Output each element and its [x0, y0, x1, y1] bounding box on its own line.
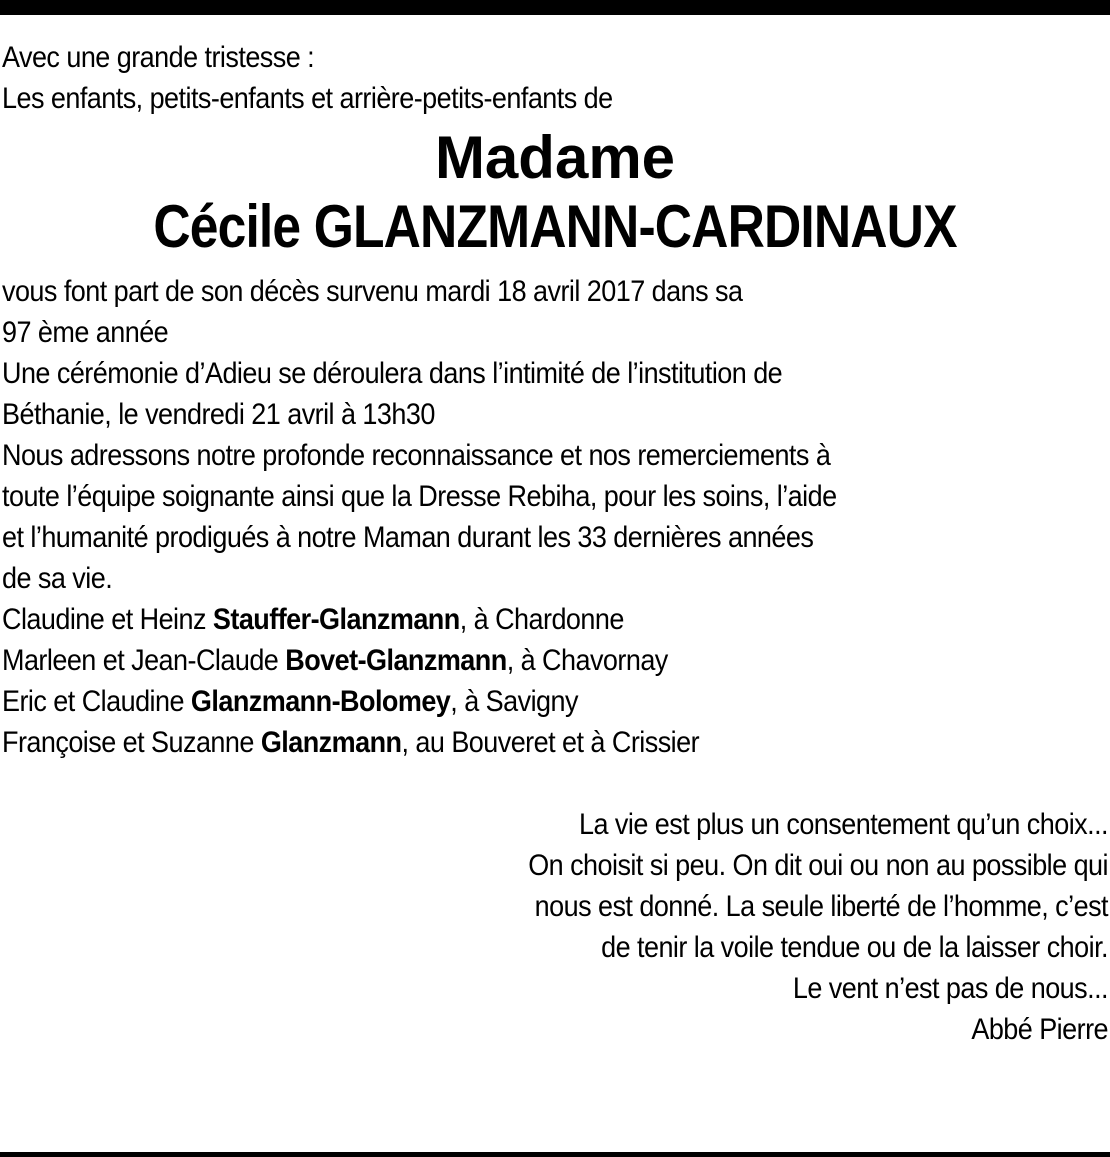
body-line: et l’humanité prodigués à notre Maman durant les 33 dernières années — [2, 521, 814, 554]
family-member-surname: Stauffer-Glanzmann — [212, 603, 460, 636]
family-member-prefix: Marleen et Jean-Claude — [2, 644, 286, 677]
family-member-surname: Glanzmann-Bolomey — [190, 685, 451, 718]
body-line: Nous adressons notre profonde reconnaissance et nos remerciements à — [2, 439, 831, 472]
title-deceased-name: Cécile GLANZMANN-CARDINAUX — [153, 193, 957, 260]
quote-line: nous est donné. La seule liberté de l’homme, c’est — [534, 890, 1108, 923]
family-member-location: , à Chardonne — [459, 603, 624, 636]
family-member-line — [2, 722, 997, 763]
family-member-line — [2, 640, 997, 681]
quote-line: de tenir la voile tendue ou de la laisser choir. — [601, 931, 1108, 964]
family-member-location: , au Bouveret et à Crissier — [401, 726, 700, 759]
body-line: vous font part de son décès survenu mardi 18 avril 2017 dans sa — [2, 275, 743, 308]
obituary-notice — [2, 37, 1108, 1050]
intro-line-1: Avec une grande tristesse : — [2, 41, 315, 74]
quote-line: On choisit si peu. On dit oui ou non au possible qui — [528, 849, 1108, 882]
family-member-location: , à Chavornay — [506, 644, 668, 677]
body-line: Béthanie, le vendredi 21 avril à 13h30 — [2, 398, 435, 431]
body-line: 97 ème année — [2, 316, 169, 349]
quote-author: Abbé Pierre — [971, 1013, 1108, 1046]
family-list — [2, 599, 1108, 763]
intro-line-2: Les enfants, petits-enfants et arrière-petits-enfants de — [2, 82, 613, 115]
announcement-body — [2, 271, 1108, 599]
family-member-line — [2, 599, 997, 640]
quote-line: Le vent n’est pas de nous... — [792, 972, 1108, 1005]
title-honorific: Madame — [434, 124, 676, 191]
top-rule — [0, 0, 1110, 15]
quote-block — [2, 845, 1108, 1050]
family-member-prefix: Eric et Claudine — [2, 685, 191, 718]
quote-epigraph: La vie est plus un consentement qu’un choix... — [578, 808, 1108, 841]
bottom-rule — [0, 1152, 1110, 1157]
family-member-location: , à Savigny — [450, 685, 578, 718]
family-member-line — [2, 681, 997, 722]
body-line: de sa vie. — [2, 562, 113, 595]
family-member-surname: Bovet-Glanzmann — [285, 644, 507, 677]
family-member-prefix: Claudine et Heinz — [2, 603, 213, 636]
body-line: Une cérémonie d’Adieu se déroulera dans l’intimité de l’institution de — [2, 357, 783, 390]
family-member-surname: Glanzmann — [260, 726, 402, 759]
body-line: toute l’équipe soignante ainsi que la Dresse Rebiha, pour les soins, l’aide — [2, 480, 837, 513]
family-member-prefix: Françoise et Suzanne — [2, 726, 261, 759]
